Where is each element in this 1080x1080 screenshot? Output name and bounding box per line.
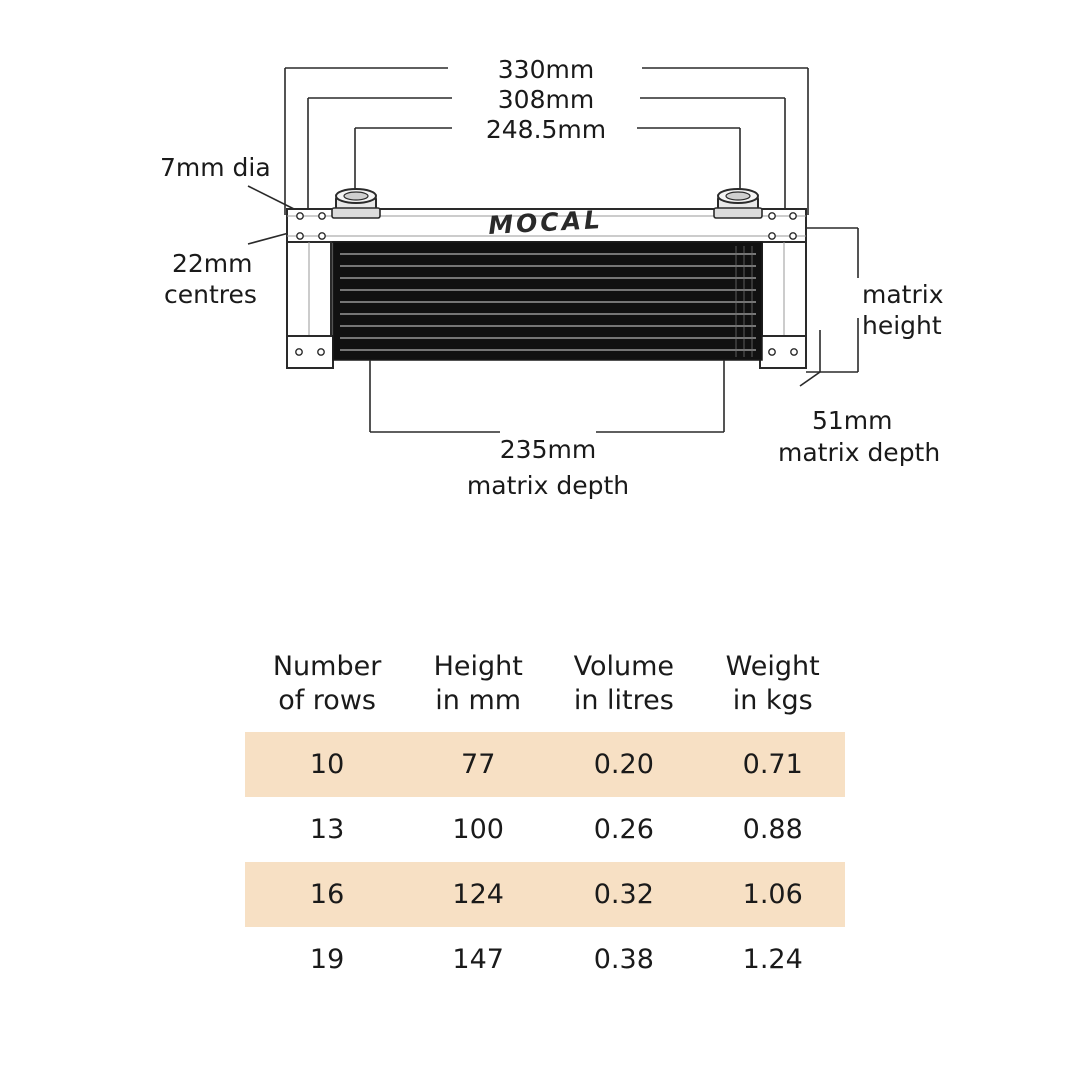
table-row <box>245 797 845 862</box>
dim-hole-centres-label-line1: 22mm <box>172 249 253 278</box>
cell-weight: 0.71 <box>700 732 845 797</box>
dim-hole-dia-label: 7mm dia <box>160 153 271 182</box>
port-right <box>714 189 762 218</box>
column-header-number-of-rows <box>245 648 409 732</box>
dim-matrix-depth-label-line2: matrix depth <box>778 438 941 467</box>
table-header <box>245 648 845 732</box>
dim-matrix-depth-label-line1: 51mm <box>812 406 893 435</box>
column-header-height-line2: in mm <box>435 684 522 716</box>
column-header-number-of-rows-line1: Number <box>272 651 382 682</box>
cell-volume: 0.32 <box>547 862 700 927</box>
dim-matrix-height-label-line2: height <box>862 311 942 340</box>
column-header-weight-line1: Weight <box>725 651 820 682</box>
table-row <box>245 732 845 797</box>
cell-weight: 1.06 <box>700 862 845 927</box>
cell-volume: 0.38 <box>593 943 654 975</box>
dim-mount-width-label: 308mm <box>497 85 595 114</box>
cell-rows: 10 <box>245 732 409 797</box>
cell-height: 147 <box>452 943 504 975</box>
port-left <box>332 189 380 218</box>
cell-volume: 0.26 <box>593 813 654 845</box>
column-header-volume-line2: in litres <box>573 684 674 716</box>
cell-volume: 0.20 <box>547 732 700 797</box>
cell-height: 124 <box>409 862 547 927</box>
dim-matrix-height-label-line1: matrix <box>862 280 944 309</box>
table-row <box>245 862 845 927</box>
column-header-height-line1: Height <box>433 651 523 682</box>
dim-port-centres-label: 248.5mm <box>485 115 607 144</box>
column-header-height <box>409 648 547 732</box>
column-header-weight-line2: in kgs <box>732 684 813 716</box>
dim-overall-width-label: 330mm <box>497 55 595 84</box>
cell-rows: 13 <box>309 813 345 845</box>
table-header-row <box>245 648 845 732</box>
column-header-number-of-rows-line2: of rows <box>278 684 376 716</box>
dim-matrix-width-label-line1: 235mm <box>499 435 597 464</box>
column-header-volume <box>547 648 700 732</box>
cell-weight: 0.88 <box>742 813 803 845</box>
specification-table <box>245 648 845 992</box>
cell-height: 77 <box>409 732 547 797</box>
column-header-weight <box>700 648 845 732</box>
table-body <box>245 732 845 992</box>
bottom-dimension-lines <box>370 360 724 432</box>
cell-height: 100 <box>452 813 504 845</box>
cell-rows: 16 <box>245 862 409 927</box>
matrix-core <box>333 242 762 360</box>
cell-weight: 1.24 <box>742 943 803 975</box>
right-dimension-lines <box>800 228 858 386</box>
dim-hole-centres-label-line2: centres <box>164 280 257 309</box>
brand-logo-text: MOCAL <box>487 205 604 240</box>
dim-matrix-width-label-line2: matrix depth <box>466 471 630 500</box>
cell-rows: 19 <box>309 943 345 975</box>
cooler-body <box>287 189 806 368</box>
column-header-volume-line1: Volume <box>573 651 675 682</box>
table-row <box>245 927 845 992</box>
